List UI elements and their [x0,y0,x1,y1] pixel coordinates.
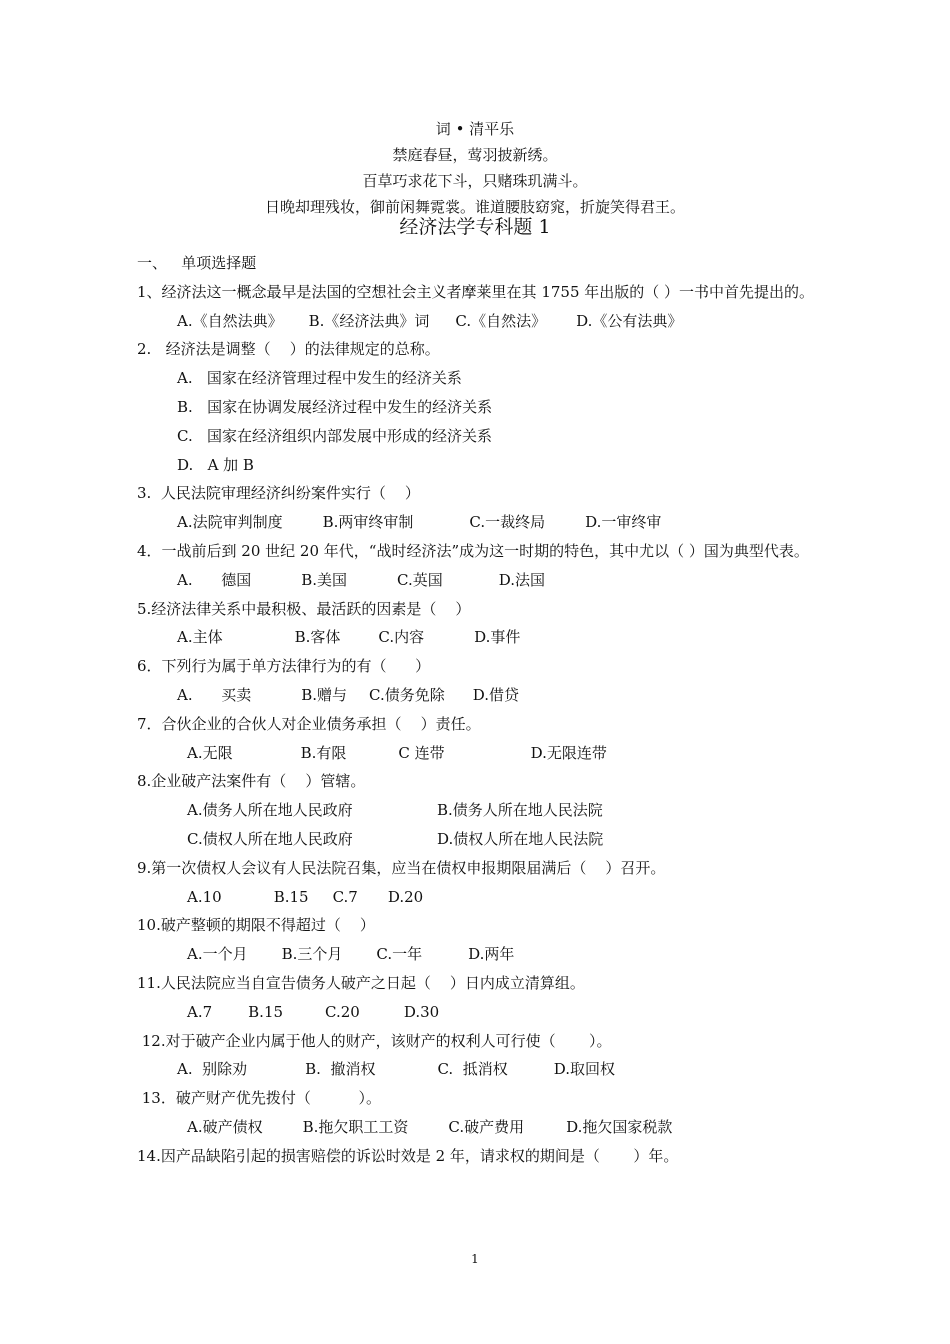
option-line: A. 国家在经济管理过程中发生的经济关系 [177,369,462,388]
answer-option: B.有限 [300,743,347,762]
answer-option: A.《自然法典》 [177,311,283,330]
question-stem: 9.第一次债权人会议有人民法院召集，应当在债权申报期限届满后（ ）召开。 [137,858,666,877]
option-row [137,883,867,912]
answer-option: C.7 [332,887,358,906]
question-stem: 13．破产财产优先拨付（ ）。 [137,1089,382,1108]
answer-option: A.无限 [187,743,233,762]
question-stem: 14.因产品缺陷引起的损害赔偿的诉讼时效是 2 年，请求权的期间是（ ）年。 [137,1146,679,1165]
answer-option: B.两审终审制 [322,513,414,532]
answer-option: D.借贷 [472,685,519,704]
answer-option: A. 德国 [177,570,252,589]
answer-option: B.《经济法典》词 [308,311,430,330]
poem-title: 词 • 清平乐 [435,120,515,138]
option-line: B. 国家在协调发展经济过程中发生的经济关系 [177,397,493,416]
question-stem: 5.经济法律关系中最积极、最活跃的因素是（ ） [137,599,471,618]
answer-option: C.《自然法》 [455,311,547,330]
answer-option: B.赠与 [301,685,348,704]
answer-option: B.拖欠职工工资 [302,1117,409,1136]
answer-option: B.三个月 [281,945,343,964]
answer-option: D.两年 [468,945,515,964]
answer-option: D.债权人所在地人民法院 [437,829,604,848]
answer-option: C.20 [325,1002,360,1021]
answer-option: A.破产债权 [187,1117,263,1136]
answer-option: A.债务人所在地人民政府 [187,801,353,820]
option-row [137,623,867,652]
document-title: 经济法学专科题 1 [399,216,551,238]
answer-option: B.美国 [301,570,348,589]
option-row [137,681,867,710]
option-row [137,739,867,768]
question-stem: 10.破产整顿的期限不得超过（ ） [137,916,375,935]
poem-block [0,116,950,220]
answer-option: B.债务人所在地人民法院 [437,801,603,820]
section-heading: 一、 单项选择题 [137,254,257,272]
question-stem: 2. 经济法是调整（ ）的法律规定的总称。 [137,340,440,359]
answer-option: C.破产费用 [448,1117,525,1136]
answer-option: A.7 [187,1002,213,1021]
answer-option: A. 别除劝 [177,1060,248,1079]
answer-option: D.无限连带 [530,743,607,762]
question-stem: 1、经济法这一概念最早是法国的空想社会主义者摩莱里在其 1755 年出版的（ ）一书中首先提出的。 [137,282,815,301]
answer-option: D.取回权 [553,1060,615,1079]
answer-option: A.法院审判制度 [177,513,283,532]
answer-option: C.债务免除 [369,685,445,704]
question-list [137,249,867,1171]
question-stem: 11.人民法院应当自宣告债务人破产之日起（ ）日内成立清算组。 [137,973,585,992]
question-stem: 6．下列行为属于单方法律行为的有（ ） [137,657,431,676]
answer-option: A.10 [187,887,222,906]
answer-option: C.债权人所在地人民政府 [187,829,353,848]
option-row [137,508,867,537]
answer-option: C.一年 [376,945,423,964]
answer-option: B.15 [248,1002,284,1021]
answer-option: A. 买卖 [177,685,252,704]
question-stem: 7．合伙企业的合伙人对企业债务承担（ ）责任。 [137,714,481,733]
answer-option: D.一审终审 [585,513,662,532]
answer-option: B.15 [273,887,309,906]
question-stem: 8.企业破产法案件有（ ）管辖。 [137,772,366,791]
answer-option: D.拖欠国家税款 [566,1117,673,1136]
answer-option: B. 撤消权 [305,1060,376,1079]
answer-option: C 连带 [398,743,445,762]
option-row [137,825,867,854]
page-number: 1 [471,1252,479,1266]
answer-option: D.事件 [474,628,521,647]
answer-option: C. 抵消权 [437,1060,508,1079]
question-stem: 4．一战前后到 20 世纪 20 年代，“战时经济法”成为这一时期的特色，其中尤以（ ）国为典型代表。 [137,541,809,560]
answer-option: B.客体 [294,628,341,647]
answer-option: D.法国 [498,570,545,589]
answer-option: D.20 [387,887,424,906]
option-line: D. A 加 B [177,455,254,474]
poem-line: 日晚却理残妆，御前闲舞霓裳。谁道腰肢窈窕，折旋笑得君王。 [264,198,685,216]
option-row [137,940,867,969]
option-row [137,998,867,1027]
poem-line: 禁庭春昼，莺羽披新绣。 [392,146,558,164]
answer-option: C.英国 [397,570,443,589]
option-row [137,566,867,595]
answer-option: D.《公有法典》 [576,311,683,330]
question-stem: 12.对于破产企业内属于他人的财产，该财产的权利人可行使（ ）。 [137,1031,612,1050]
option-row [137,796,867,825]
answer-option: C.一裁终局 [469,513,546,532]
poem-line: 百草巧求花下斗，只赌珠玑满斗。 [362,172,588,190]
question-stem: 3. 人民法院审理经济纠纷案件实行（ ） [137,484,420,503]
answer-option: A.主体 [177,628,223,647]
answer-option: D.30 [403,1002,440,1021]
answer-option: A.一个月 [187,945,248,964]
option-line: C. 国家在经济组织内部发展中形成的经济关系 [177,426,493,445]
option-row [137,1055,867,1084]
answer-option: C.内容 [378,628,425,647]
option-row [137,1113,867,1142]
option-row [137,307,867,336]
